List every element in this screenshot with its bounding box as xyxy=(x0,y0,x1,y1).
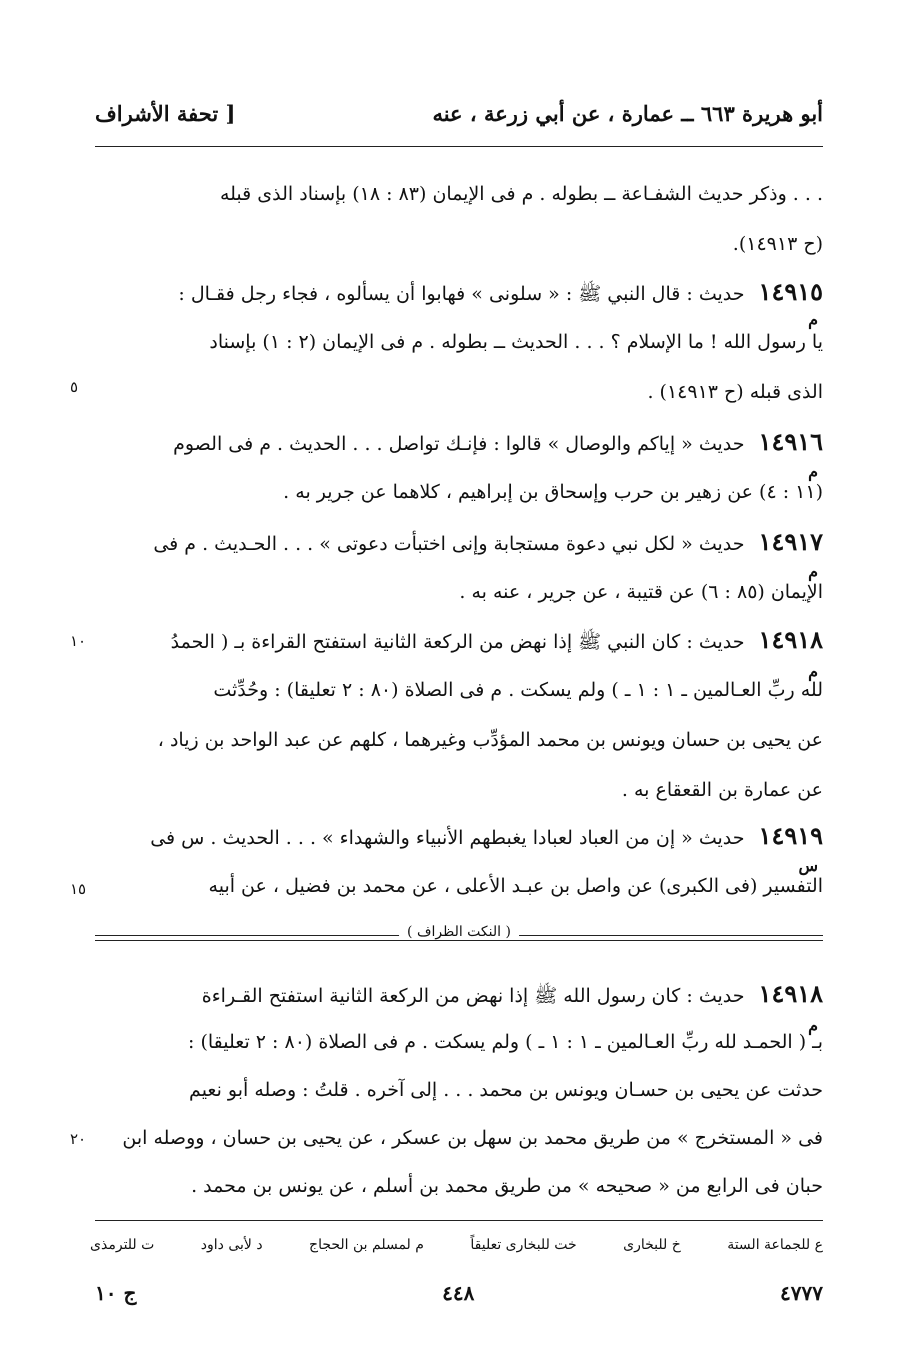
line-number: ٥ xyxy=(70,378,79,396)
text-line: (١١ : ٤) عن زهير بن حرب وإسحاق بن إبراهيم ، كلاهما عن جرير به . xyxy=(283,481,823,503)
hadith-number: ١٤٩١٥ xyxy=(758,277,823,306)
hadith-text: حديث « إياكم والوصال » قالوا : فإنـك تواصل . . . الحديث . م فى الصوم xyxy=(173,433,745,455)
source-symbol: م xyxy=(808,310,818,329)
abbreviation-item: خ للبخارى xyxy=(623,1237,681,1253)
hadith-text: حديث « لكل نبي دعوة مستجابة وإنى اختبأت دعوتى » . . . الحـديث . م فى xyxy=(153,533,745,555)
text-line xyxy=(95,518,823,566)
footer-rule xyxy=(95,1220,823,1221)
volume-label: ج ١٠ xyxy=(95,1281,137,1305)
page-number: ٤٤٨ xyxy=(442,1281,475,1305)
text-line xyxy=(95,418,823,466)
line-number: ١٥ xyxy=(70,880,87,898)
header-rule xyxy=(95,146,823,147)
source-symbol: م xyxy=(808,662,818,681)
line-number: ١٠ xyxy=(70,632,87,650)
text-line: عن يحيى بن حسان ويونس بن محمد المؤدِّب وغيرهما ، كلهم عن عبد الواحد بن زياد ، xyxy=(157,729,823,751)
running-header xyxy=(95,92,823,134)
text-line: حدثت عن يحيى بن حسـان ويونس بن محمد . . . إلى آخره . قلتُ : وصله أبو نعيم xyxy=(189,1079,823,1101)
hadith-text: حديث « إن من العباد لعبادا يغبطهم الأنبياء والشهداء » . . . الحديث . س فى xyxy=(150,827,745,849)
hadith-number: ١٤٩١٩ xyxy=(758,821,823,850)
text-line: الذى قبله (ح ١٤٩١٣) . xyxy=(647,381,823,403)
source-symbol: م xyxy=(808,562,818,581)
hadith-text: حديث : كان النبي ﷺ إذا نهض من الركعة الثانية استفتح القراءة بـ ( الحمدُ xyxy=(170,631,745,653)
hadith-text: حديث : كان رسول الله ﷺ إذا نهض من الركعة الثانية استفتح القـراءة xyxy=(201,985,745,1007)
abbreviation-item: خت للبخارى تعليقاً xyxy=(470,1237,577,1253)
text-line xyxy=(95,616,823,664)
hadith-number: ١٤٩١٧ xyxy=(758,527,823,556)
abbreviation-item: د لأبى داود xyxy=(200,1237,263,1253)
abbreviation-item: ت للترمذى xyxy=(90,1237,155,1253)
separator-rule xyxy=(95,940,823,941)
page-footer xyxy=(95,1278,823,1308)
text-line: . . . وذكر حديث الشفـاعة ــ بطوله . م فى الإيمان (٨٣ : ١٨) بإسناد الذى قبله xyxy=(219,183,823,205)
nukat-separator xyxy=(95,924,823,950)
global-number: ٤٧٧٧ xyxy=(780,1281,823,1305)
hadith-number: ١٤٩١٦ xyxy=(758,427,823,456)
text-line: (ح ١٤٩١٣). xyxy=(732,233,823,255)
header-right-title: أبو هريرة ٦٦٣ ــ عمارة ، عن أبي زرعة ، عنه xyxy=(432,100,823,126)
abbreviation-item: م لمسلم بن الحجاج xyxy=(309,1237,424,1253)
source-symbol: س xyxy=(798,856,818,875)
hadith-text: حديث : قال النبي ﷺ : « سلونى » فهابوا أن يسألوه ، فجاء رجل فقـال : xyxy=(178,283,745,305)
hadith-number: ١٤٩١٨ xyxy=(758,979,823,1008)
text-line: التفسير (فى الكبرى) عن واصل بن عبـد الأعلى ، عن محمد بن فضيل ، عن أبيه xyxy=(208,875,823,897)
text-line: يا رسول الله ! ما الإسلام ؟ . . . الحديث ــ بطوله . م فى الإيمان (٢ : ١) بإسناد xyxy=(209,331,823,353)
text-line xyxy=(95,970,823,1018)
source-symbol: م xyxy=(808,462,818,481)
header-left-title: [ تحفة الأشراف xyxy=(95,100,236,126)
hadith-number: ١٤٩١٨ xyxy=(758,625,823,654)
abbreviation-item: ع للجماعة الستة xyxy=(727,1237,823,1253)
abbreviations-key xyxy=(90,1230,823,1260)
line-number: ٢٠ xyxy=(70,1130,87,1148)
separator-label: ( النكت الظراف ) xyxy=(399,924,519,940)
text-line: لله ربِّ العـالمين ـ ١ : ١ ـ ) ولم يسكت . م فى الصلاة (٨٠ : ٢ تعليقا) : وحُدِّثت xyxy=(213,679,823,701)
text-line: الإيمان (٨٥ : ٦) عن قتيبة ، عن جرير ، عنه به . xyxy=(459,581,823,603)
text-line xyxy=(95,268,823,316)
text-line xyxy=(95,812,823,860)
source-symbol: م xyxy=(808,1016,818,1035)
text-line: فى « المستخرج » من طريق محمد بن سهل بن عسكر ، عن يحيى بن حسان ، ووصله ابن xyxy=(122,1127,823,1149)
text-line: عن عمارة بن القعقاع به . xyxy=(621,779,823,801)
text-line: حبان فى الرابع من « صحيحه » من طريق محمد بن أسلم ، عن يونس بن محمد . xyxy=(191,1175,823,1197)
text-line: بـ ( الحمـد لله ربِّ العـالمين ـ ١ : ١ ـ ) ولم يسكت . م فى الصلاة (٨٠ : ٢ تعليقا) : xyxy=(188,1031,823,1053)
